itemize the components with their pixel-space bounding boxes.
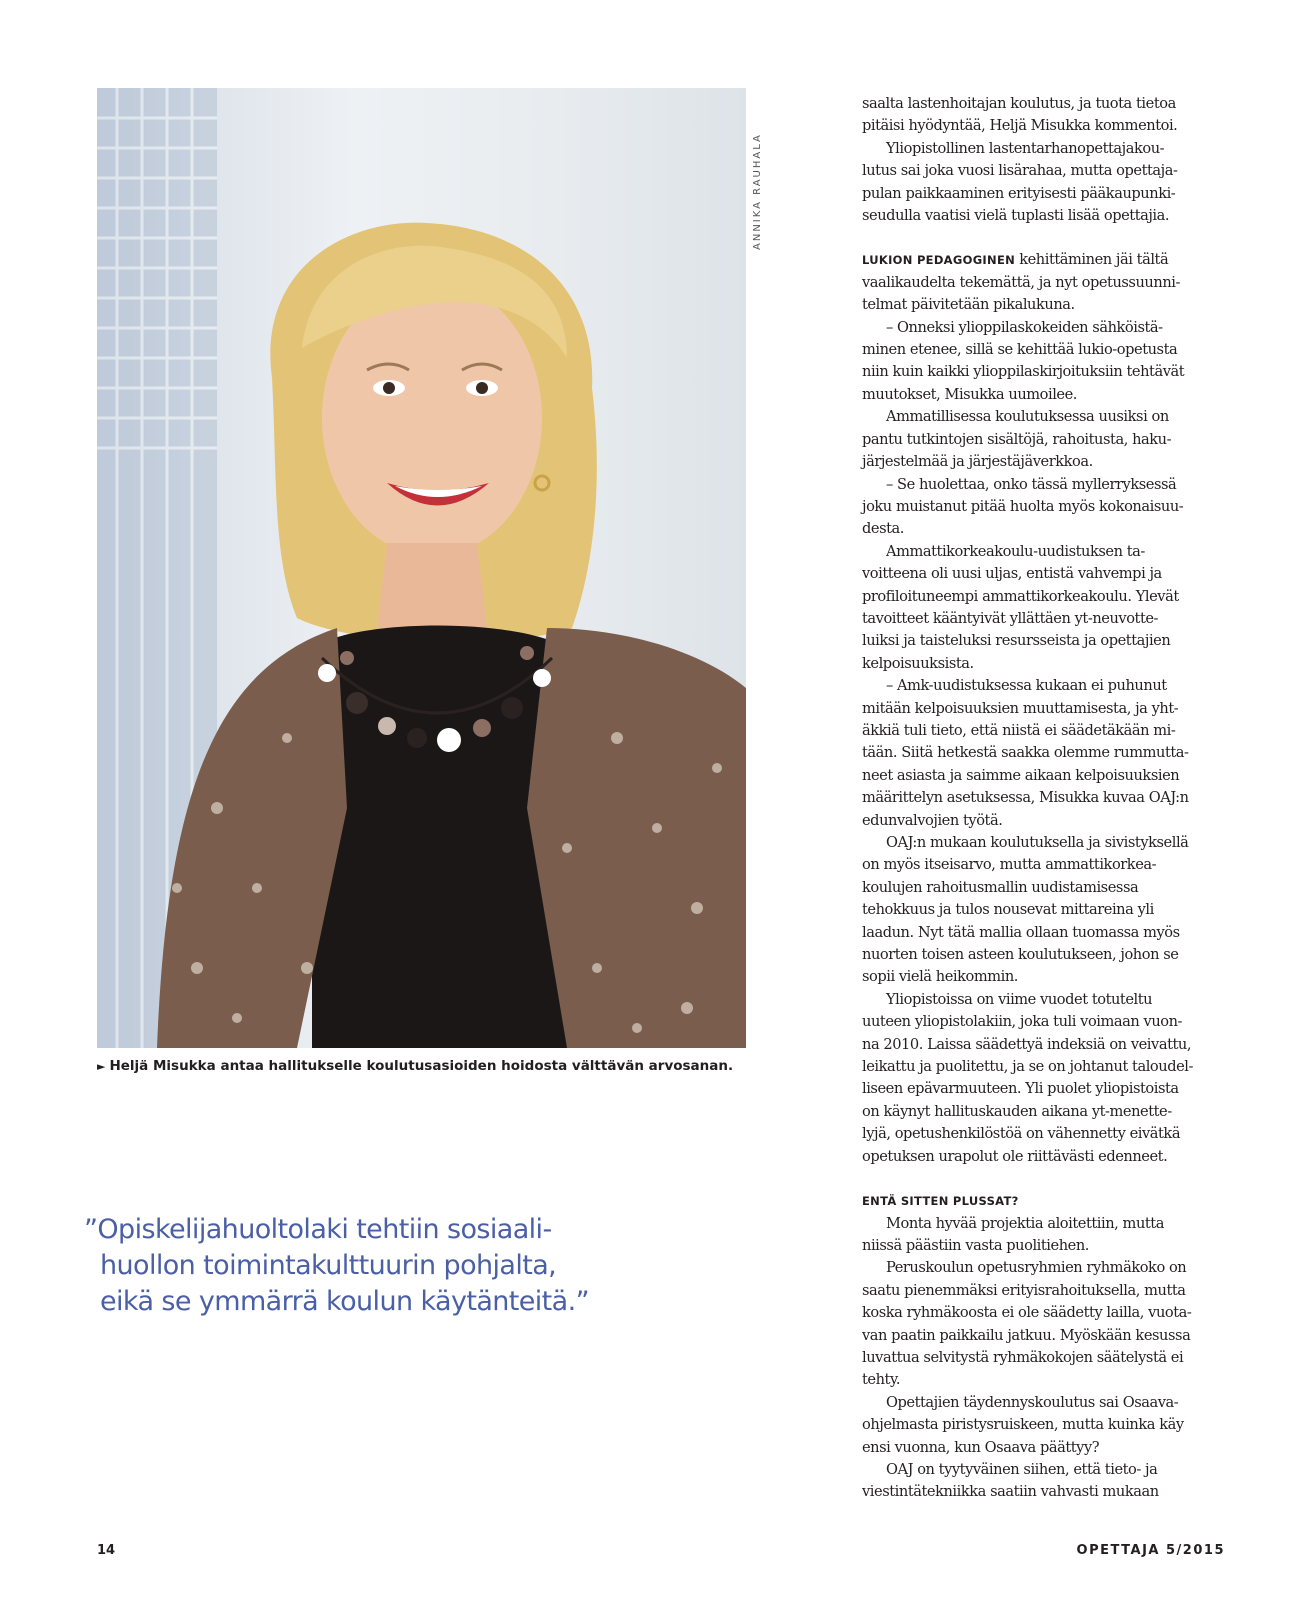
- text-line: koska ryhmäkoosta ei ole säädetty lailla, vuota-: [862, 1304, 1192, 1322]
- text-line: profiloituneempi ammattikorkeakoulu. Ylevät: [862, 587, 1179, 605]
- text-line: Ammatillisessa koulutuksessa uusiksi on: [886, 408, 1169, 426]
- text-line: on käynyt hallituskauden aikana yt-menette-: [862, 1102, 1172, 1120]
- paragraph: [862, 138, 1224, 228]
- paragraph: [862, 989, 1224, 1168]
- section-subheading: ENTÄ SITTEN PLUSSAT?: [862, 1194, 1019, 1209]
- text-line: Monta hyvää projektia aloitettiin, mutta: [886, 1214, 1164, 1232]
- paragraph: [862, 93, 1224, 138]
- text-line: vaalikaudelta tekemättä, ja nyt opetussuunni-: [862, 273, 1180, 291]
- text-line: viestintätekniikka saatiin vahvasti mukaan: [862, 1483, 1159, 1501]
- text-line: OAJ:n mukaan koulutuksella ja sivistyksellä: [886, 834, 1189, 851]
- text-line: – Amk-uudistuksessa kukaan ei puhunut: [886, 677, 1167, 695]
- text-line: niissä päästiin vasta puolitiehen.: [862, 1236, 1089, 1254]
- text-line: koulujen rahoitusmallin uudistamisessa: [862, 878, 1139, 896]
- text-line: tehokkuus ja tulos nousevat mittareina yli: [862, 901, 1154, 919]
- paragraph: [862, 1459, 1224, 1504]
- text-line: niin kuin kaikki ylioppilaskirjoituksiin tehtävät: [862, 363, 1185, 381]
- caption-text: Heljä Misukka antaa hallitukselle koulutusasioiden hoidosta välttävän arvosanan.: [109, 1058, 734, 1074]
- text-line: muutokset, Misukka uumoilee.: [862, 385, 1077, 403]
- text-line: opetuksen urapolut ole riittävästi edenneet.: [862, 1147, 1168, 1165]
- text-line: pantu tutkintojen sisältöjä, rahoitusta, haku-: [862, 430, 1172, 448]
- text-line: on myös itseisarvo, mutta ammattikorkea-: [862, 856, 1157, 874]
- section-lead: LUKION PEDAGOGINEN: [862, 253, 1016, 268]
- text-line: pitäisi hyödyntää, Heljä Misukka kommentoi.: [862, 117, 1178, 135]
- text-line: leikattu ja puolitettu, ja se on johtanut taloudel-: [862, 1058, 1193, 1076]
- text-line: pulan paikkaaminen erityisesti pääkaupunki-: [862, 184, 1176, 202]
- text-line: ensi vuonna, kun Osaava päättyy?: [862, 1438, 1100, 1456]
- paragraph: [862, 832, 1224, 989]
- pull-quote: [84, 1212, 704, 1320]
- page-number: 14: [97, 1543, 116, 1558]
- text-line: tehty.: [862, 1371, 901, 1389]
- pull-quote-line: ”Opiskelijahuoltolaki tehtiin sosiaali-: [84, 1214, 552, 1245]
- text-line: Yliopistollinen lastentarhanopettajakou-: [886, 139, 1165, 157]
- text-line: järjestelmää ja järjestäjäverkkoa.: [862, 453, 1093, 471]
- text-line: kelpoisuuksista.: [862, 654, 974, 672]
- text-line: Yliopistoissa on viime vuodet totuteltu: [886, 990, 1153, 1008]
- text-line: saalta lastenhoitajan koulutus, ja tuota tietoa: [862, 95, 1176, 112]
- paragraph: [862, 675, 1224, 832]
- pull-quote-line: eikä se ymmärrä koulun käytänteitä.”: [100, 1286, 589, 1317]
- portrait-photo: [97, 88, 746, 1048]
- text-line: na 2010. Laissa säädettyä indeksiä on veivattu,: [862, 1035, 1192, 1053]
- paragraph: [862, 249, 1224, 316]
- text-line: kehittäminen jäi tältä: [1015, 251, 1169, 269]
- text-line: – Se huolettaa, onko tässä myllerryksessä: [886, 475, 1177, 493]
- paragraph: [862, 1392, 1224, 1459]
- photo-credit: ANNIKA RAUHALA: [752, 133, 763, 250]
- text-line: tään. Siitä hetkestä saakka olemme rummutta-: [862, 744, 1189, 762]
- text-line: lyjä, opetushenkilöstöä on vähennetty eivätkä: [862, 1125, 1181, 1143]
- text-line: edunvalvojien työtä.: [862, 811, 1003, 829]
- text-line: lutus sai joka vuosi lisärahaa, mutta opettaja-: [862, 162, 1178, 180]
- paragraph: [862, 541, 1224, 675]
- text-line: desta.: [862, 520, 904, 538]
- text-line: joku muistanut pitää huolta myös kokonaisuu-: [862, 497, 1184, 515]
- text-line: telmat päivitetään pikalukuna.: [862, 296, 1075, 314]
- photo-caption: [97, 1058, 757, 1074]
- text-line: minen etenee, sillä se kehittää lukio-opetusta: [862, 341, 1178, 359]
- text-line: laadun. Nyt tätä mallia ollaan tuomassa myös: [862, 923, 1180, 941]
- text-line: saatu pienemmäksi erityisrahoituksella, mutta: [862, 1281, 1186, 1299]
- paragraph: [862, 1213, 1224, 1258]
- text-line: nuorten toisen asteen koulutukseen, johon se: [862, 946, 1179, 964]
- article-column: [862, 93, 1224, 1504]
- text-line: Peruskoulun opetusryhmien ryhmäkoko on: [886, 1259, 1187, 1277]
- pull-quote-line: huollon toimintakulttuurin pohjalta,: [100, 1250, 557, 1281]
- paragraph: [862, 474, 1224, 541]
- paragraph: [862, 1257, 1224, 1391]
- journal-issue: OPETTAJA 5/2015: [1076, 1543, 1225, 1558]
- text-line: Opettajien täydennyskoulutus sai Osaava-: [886, 1393, 1179, 1411]
- text-line: mitään kelpoisuuksien muuttamisesta, ja yht-: [862, 699, 1179, 717]
- text-line: määrittelyn asetuksessa, Misukka kuvaa OAJ:n: [862, 789, 1189, 807]
- paragraph: [862, 317, 1224, 407]
- text-line: sopii vielä heikommin.: [862, 968, 1018, 986]
- text-line: Ammattikorkeakoulu-uudistuksen ta-: [886, 542, 1145, 560]
- paragraph: [862, 406, 1224, 473]
- text-line: uuteen yliopistolakiin, joka tuli voimaan vuon-: [862, 1013, 1183, 1031]
- text-line: luvattua selvitystä ryhmäkokojen säätelystä ei: [862, 1348, 1184, 1366]
- text-line: luiksi ja taisteluksi resursseista ja opettajien: [862, 632, 1171, 650]
- text-line: neet asiasta ja saimme aikaan kelpoisuuksien: [862, 766, 1180, 784]
- text-line: OAJ on tyytyväinen siihen, että tieto- ja: [886, 1460, 1158, 1478]
- text-line: seudulla vaatisi vielä tuplasti lisää opettajia.: [862, 207, 1170, 225]
- text-line: äkkiä tuli tieto, että niistä ei säädetäkään mi-: [862, 721, 1176, 739]
- text-line: liseen epävarmuuteen. Yli puolet yliopistoista: [862, 1080, 1179, 1098]
- portrait-illustration: [97, 88, 746, 1048]
- text-line: – Onneksi ylioppilaskokeiden sähköistä-: [886, 318, 1163, 336]
- text-line: van paatin paikkailu jatkuu. Myöskään kesussa: [862, 1326, 1191, 1344]
- caption-marker: ►: [97, 1060, 106, 1073]
- text-line: ohjelmasta piristysruiskeen, mutta kuinka käy: [862, 1416, 1184, 1434]
- text-line: tavoitteet kääntyivät yllättäen yt-neuvotte-: [862, 609, 1159, 627]
- text-line: voitteena oli uusi uljas, entistä vahvempi ja: [862, 565, 1162, 583]
